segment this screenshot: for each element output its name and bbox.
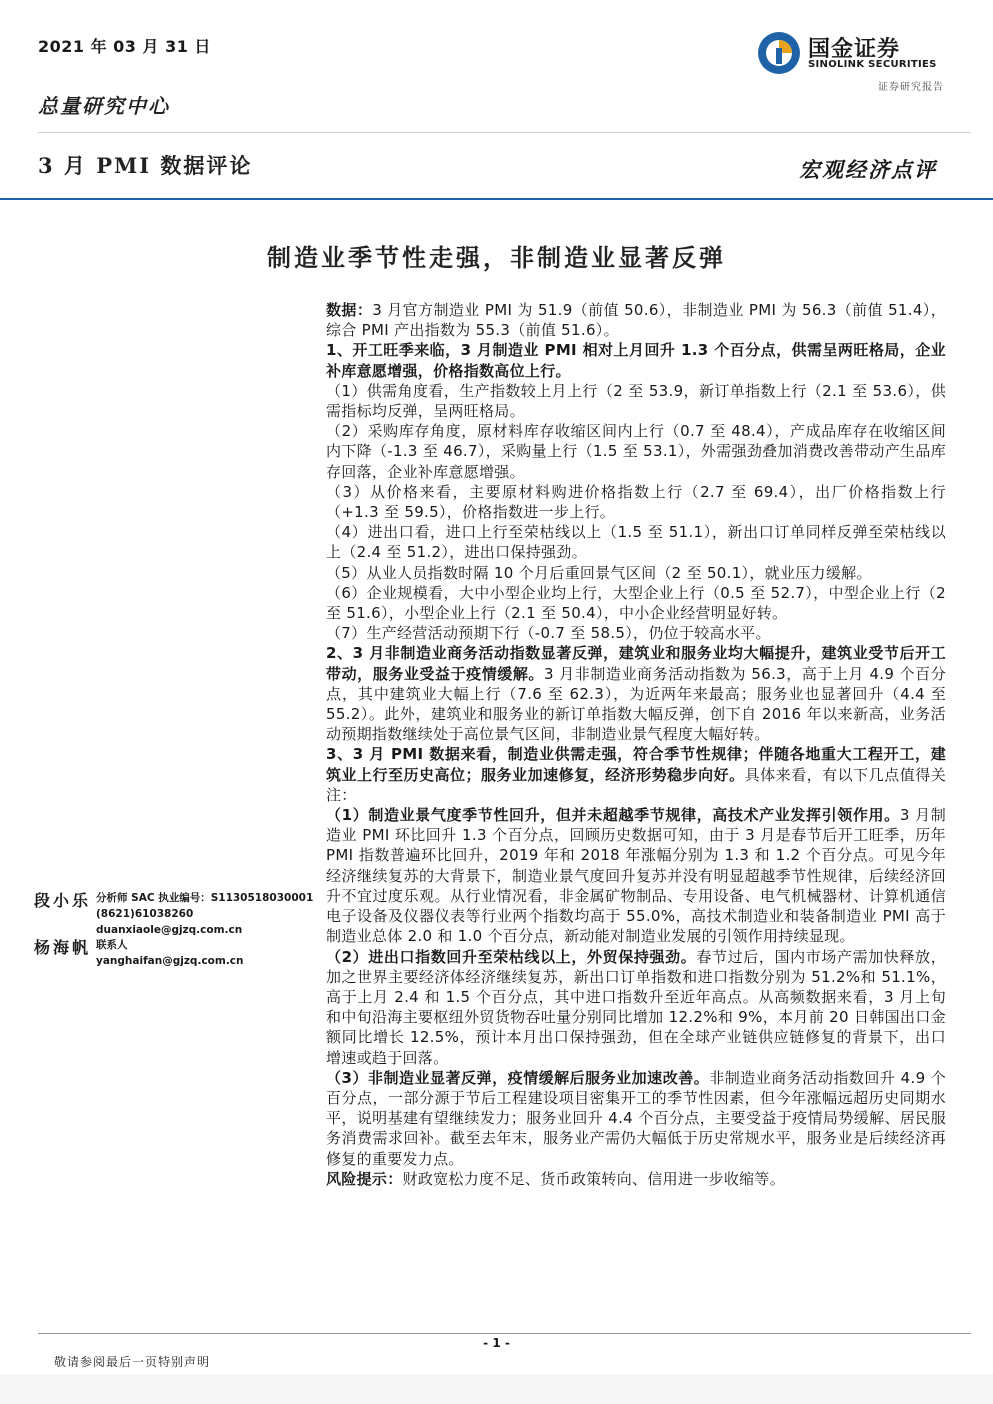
logo-english-name: SINOLINK SECURITIES	[808, 59, 937, 70]
analyst-phone: (8621)61038260	[96, 908, 194, 920]
analyst-sac-number: 分析师 SAC 执业编号：S1130518030001	[96, 892, 314, 904]
company-logo	[756, 28, 956, 98]
section-1-item: （6）企业规模看，大中小型企业均上行，大型企业上行（0.5 至 52.7），中型企业上行（2 至 51.6），小型企业上行（2.1 至 50.4），中小企业经营明显好转。	[326, 583, 946, 623]
research-center: 总量研究中心	[38, 94, 170, 118]
section-1-item: （5）从业人员指数时隔 10 个月后重回景气区间（2 至 50.1），就业压力缓解。	[326, 563, 872, 582]
point-1-text: 3 月制造业 PMI 环比回升 1.3 个百分点，回顾历史数据可知，由于 3 月是春节后开工旺季，历年 PMI 指数普遍环比回升，2019 年和 2018 年涨幅分别为 1.3 和 1.2 个百分点。可见今年经济继续复苏的大背景下，制造业景气度回升复苏并没有明显超越季节性规律，后续经济回升不宜过度乐观。从行业情况看，非金属矿物制品、专用设备、电气机械器材、计算机通信电子设备及仪器仪表等行业两个指数均高于 55.0%，高技术制造业和装备制造业 PMI 高于制造业总体 2.0 和 1.0 个百分点，新动能对制造业发展的引领作用持续显现。	[326, 806, 947, 946]
footer-divider	[38, 1333, 971, 1334]
analyst-email[interactable]: duanxiaole@gjzq.com.cn	[96, 924, 243, 936]
sinolink-logo-icon	[756, 30, 802, 76]
header-blue-rule	[0, 198, 993, 200]
data-summary	[326, 300, 946, 340]
section-1-item: （2）采购库存角度，原材料库存收缩区间内上行（0.7 至 48.4），产成品库存在收缩区间内下降（-1.3 至 46.7），采购量上行（1.5 至 53.1），外需强劲叠加消费改善带动产生品库存回落，企业补库意愿增强。	[326, 422, 946, 481]
point-1	[326, 805, 946, 946]
report-type: 宏观经济点评	[799, 157, 937, 182]
point-2-text: 春节过后，国内市场产需加快释放，加之世界主要经济体经济继续复苏，新出口订单指数和进口指数分别为 51.2%和 51.1%，高于上月 2.4 和 1.5 个百分点，其中进口指数升至近年高点。从高频数据来看，3 月上旬和中旬沿海主要枢纽外贸货物吞吐量分别同比增加 12.2%和 9%，本月前 20 日韩国出口金额同比增长 12.5%，预计本月出口保持强劲，但在全球产业链供应链修复的背景下，出口增速或趋于回落。	[326, 947, 947, 1067]
section-3-title: 3、3 月 PMI 数据来看，制造业供需走强，符合季节性规律；伴随各地重大工程开工，建筑业上行至历史高位；服务业加速修复，经济形势稳步向好。	[326, 745, 946, 784]
contact-info	[96, 937, 244, 969]
section-1-item: （3）从价格来看，主要原材料购进价格指数上行（2.7 至 69.4），出厂价格指数上行（+1.3 至 59.5），价格指数进一步上行。	[326, 482, 946, 522]
point-2-title: （2）进出口指数回升至荣枯线以上，外贸保持强劲。	[326, 947, 697, 966]
report-date: 2021 年 03 月 31 日	[38, 37, 211, 56]
logo-subtitle: 证券研究报告	[878, 82, 944, 93]
section-3-text: 具体来看，有以下几点值得关注：	[326, 765, 946, 804]
point-3	[326, 1068, 946, 1169]
header-divider	[38, 132, 971, 133]
footer-band	[0, 1374, 993, 1404]
analyst-name: 段小乐	[34, 891, 92, 910]
point-2	[326, 947, 946, 1068]
logo-chinese-name: 国金证券	[808, 37, 901, 62]
section-1-item: （7）生产经营活动预期下行（-0.7 至 58.5），仍位于较高水平。	[326, 624, 771, 643]
data-text: 3 月官方制造业 PMI 为 51.9（前值 50.6），非制造业 PMI 为 56.3（前值 51.4），综合 PMI 产出指数为 55.3（前值 51.6）。	[326, 301, 946, 340]
risk-text: 财政宽松力度不足、货币政策转向、信用进一步收缩等。	[402, 1169, 786, 1188]
section-1-item: （4）进出口看，进口上行至荣枯线以上（1.5 至 51.1），新出口订单同样反弹至荣枯线以上（2.4 至 51.2），进出口保持强劲。	[326, 523, 946, 562]
section-2-title: 2、3 月非制造业商务活动指数显著反弹，建筑业和服务业均大幅提升，建筑业受节后开工带动，服务业受益于疫情缓解。	[326, 644, 946, 683]
contact-name: 杨海帆	[34, 938, 92, 957]
data-label: 数据：	[326, 301, 373, 319]
contact-role: 联系人	[96, 939, 128, 951]
page-number: - 1 -	[483, 1336, 510, 1350]
point-1-title: （1）制造业景气度季节性回升，但并未超越季节规律，高技术产业发挥引领作用。	[326, 806, 900, 825]
report-headline: 制造业季节性走强，非制造业显著反弹	[267, 243, 726, 272]
report-title: 3 月 PMI 数据评论	[38, 153, 253, 178]
contact-email[interactable]: yanghaifan@gjzq.com.cn	[96, 955, 244, 967]
risk-warning	[326, 1169, 946, 1189]
point-3-title: （3）非制造业显著反弹，疫情缓解后服务业加速改善。	[326, 1068, 710, 1087]
analyst-info	[96, 890, 313, 938]
section-2-text: 3 月非制造业商务活动指数为 56.3，高于上月 4.9 个百分点，其中建筑业大幅上行（7.6 至 62.3），为近两年来最高；服务业也显著回升（4.4 至 55.2）。此外，建筑业和服务业的新订单指数大幅反弹，创下自 2016 年以来新高，业务活动预期指数继续处于高位景气区间，非制造业景气程度大幅好转。	[326, 664, 946, 744]
section-1-item: （1）供需角度看，生产指数较上月上行（2 至 53.9，新订单指数上行（2.1 至 53.6），供需指标均反弹，呈两旺格局。	[326, 381, 946, 421]
risk-label: 风险提示：	[326, 1169, 403, 1188]
section-1-title: 1、开工旺季来临，3 月制造业 PMI 相对上月回升 1.3 个百分点，供需呈两旺格局，企业补库意愿增强，价格指数高位上行。	[326, 341, 946, 380]
disclaimer-note: 敬请参阅最后一页特别声明	[54, 1355, 211, 1369]
section-3	[326, 744, 946, 805]
section-2	[326, 643, 946, 744]
point-3-text: 非制造业商务活动指数回升 4.9 个百分点，一部分源于节后工程建设项目密集开工的季节性因素，但今年涨幅远超历史同期水平，说明基建有望继续发力；服务业回升 4.4 个百分点，主要受益于疫情局势缓解、居民服务消费需求回补。截至去年末，服务业产需仍大幅低于历史常规水平，服务业是后续经济再修复的重要发力点。	[326, 1068, 946, 1168]
report-body	[326, 300, 946, 1189]
